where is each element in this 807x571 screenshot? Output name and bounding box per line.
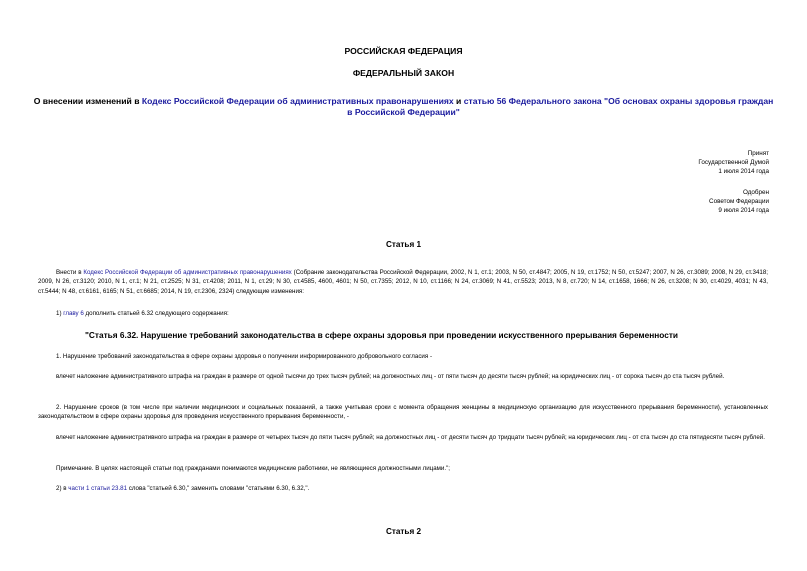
codex-link[interactable]: Кодекс Российской Федерации об административных правонарушениях [141, 96, 454, 106]
approved-label: Одобрен [742, 189, 769, 196]
approved-by: Советом Федерации [709, 198, 769, 206]
note-paragraph: Примечание. В целях настоящей статьи под гражданами понимаются медицинские работники, не являющиеся должностными лицами."; [56, 465, 450, 472]
law-title [30, 96, 777, 118]
paragraph-3: 2. Нарушение сроков (в том числе при наличии медицинских и социальных показаний, а также учитывая сроки с момента обращения женщины в медицинскую организацию для искусственного прерывания беременности), установленных законодательством в сфере охраны здоровья для проведения искусственного прерывания беременности, - [38, 404, 768, 421]
article56-link[interactable]: статью 56 Федерального закона "Об основах охраны здоровья граждан в Российской Федерации" [347, 96, 774, 117]
country-heading: РОССИЙСКАЯ ФЕДЕРАЦИЯ [344, 46, 463, 56]
item2-prefix: 2) в [56, 485, 69, 492]
intro-suffix: (Собрание законодательства Российской Федерации, 2002, N 1, ст.1; 2003, N 50, ст.4847; 2005, N 19, ст.1752; N 50, ст.5247; 2007, N 26, ст.3089; 2008, N 29, ст.3418; 2009, N 26, ст.3120; 2010, N 1, ст.1; N 21, ст.2525; N 31, ст.4208; 2011, N 1, ст.29; N 30, ст.4585, 4600, 4601; N 50, ст.7355; 2012, N 10, ст.1166; N 24, ст.3069; N 41, ст.5523; 2013, N 8, ст.720; N 14, ст.1658, 1666; N 26, ст.3208; N 30, ст.4029, 4031; N 43, ст.5444; N 48, ст.6161, 6165; N 51, ст.6685; 2014, N 19, ст.2306, 2324) следующие изменения: [38, 269, 768, 295]
adopted-date: 1 июля 2014 года [718, 168, 769, 176]
paragraph-4: влечет наложение административного штрафа на граждан в размере от четырех тысяч до пяти тысяч рублей; на должностных лиц - от десяти тысяч до тридцати тысяч рублей; на юридических лиц - от ста тысяч до ста пятидесяти тысяч рублей. [56, 434, 765, 441]
adopted-by: Государственной Думой [698, 159, 769, 167]
title-middle: и [453, 96, 464, 106]
adoption-state-duma [569, 149, 769, 177]
adopted-label: Принят [747, 150, 769, 157]
item1-suffix: дополнить статьей 6.32 следующего содержания: [83, 310, 229, 317]
article-23-81-link[interactable]: части 1 статьи 23.81 [68, 485, 128, 492]
paragraph-2: влечет наложение административного штрафа на граждан в размере от одной тысячи до трех тысяч рублей; на должностных лиц - от пяти тысяч до десяти тысяч рублей; на юридических лиц - от сорока тысяч до ста тысяч рублей. [56, 373, 725, 380]
article-1-intro [38, 268, 768, 296]
new-article-heading: "Статья 6.32. Нарушение требований законодательства в сфере охраны здоровья при проведении искусственного прерывания беременности [85, 330, 679, 340]
article-2-heading: Статья 2 [385, 527, 422, 536]
approved-date: 9 июля 2014 года [718, 207, 769, 215]
item-2 [38, 484, 768, 493]
item2-suffix: слова "статьей 6.30," заменить словами "статьями 6.30, 6.32,". [127, 485, 310, 492]
title-prefix: О внесении изменений в [33, 96, 142, 106]
intro-codex-link[interactable]: Кодекс Российской Федерации об административных правонарушениях [83, 269, 292, 276]
paragraph-1: 1. Нарушение требований законодательства в сфере охраны здоровья о получении информированного добровольного согласия - [56, 353, 433, 360]
intro-prefix: Внести в [56, 269, 84, 276]
chapter6-link[interactable]: главу 6 [63, 310, 84, 317]
adoption-federation-council [569, 188, 769, 216]
article-1-heading: Статья 1 [385, 240, 422, 249]
item1-prefix: 1) [56, 310, 64, 317]
item-1 [38, 309, 768, 318]
doc-type-heading: ФЕДЕРАЛЬНЫЙ ЗАКОН [352, 68, 455, 78]
